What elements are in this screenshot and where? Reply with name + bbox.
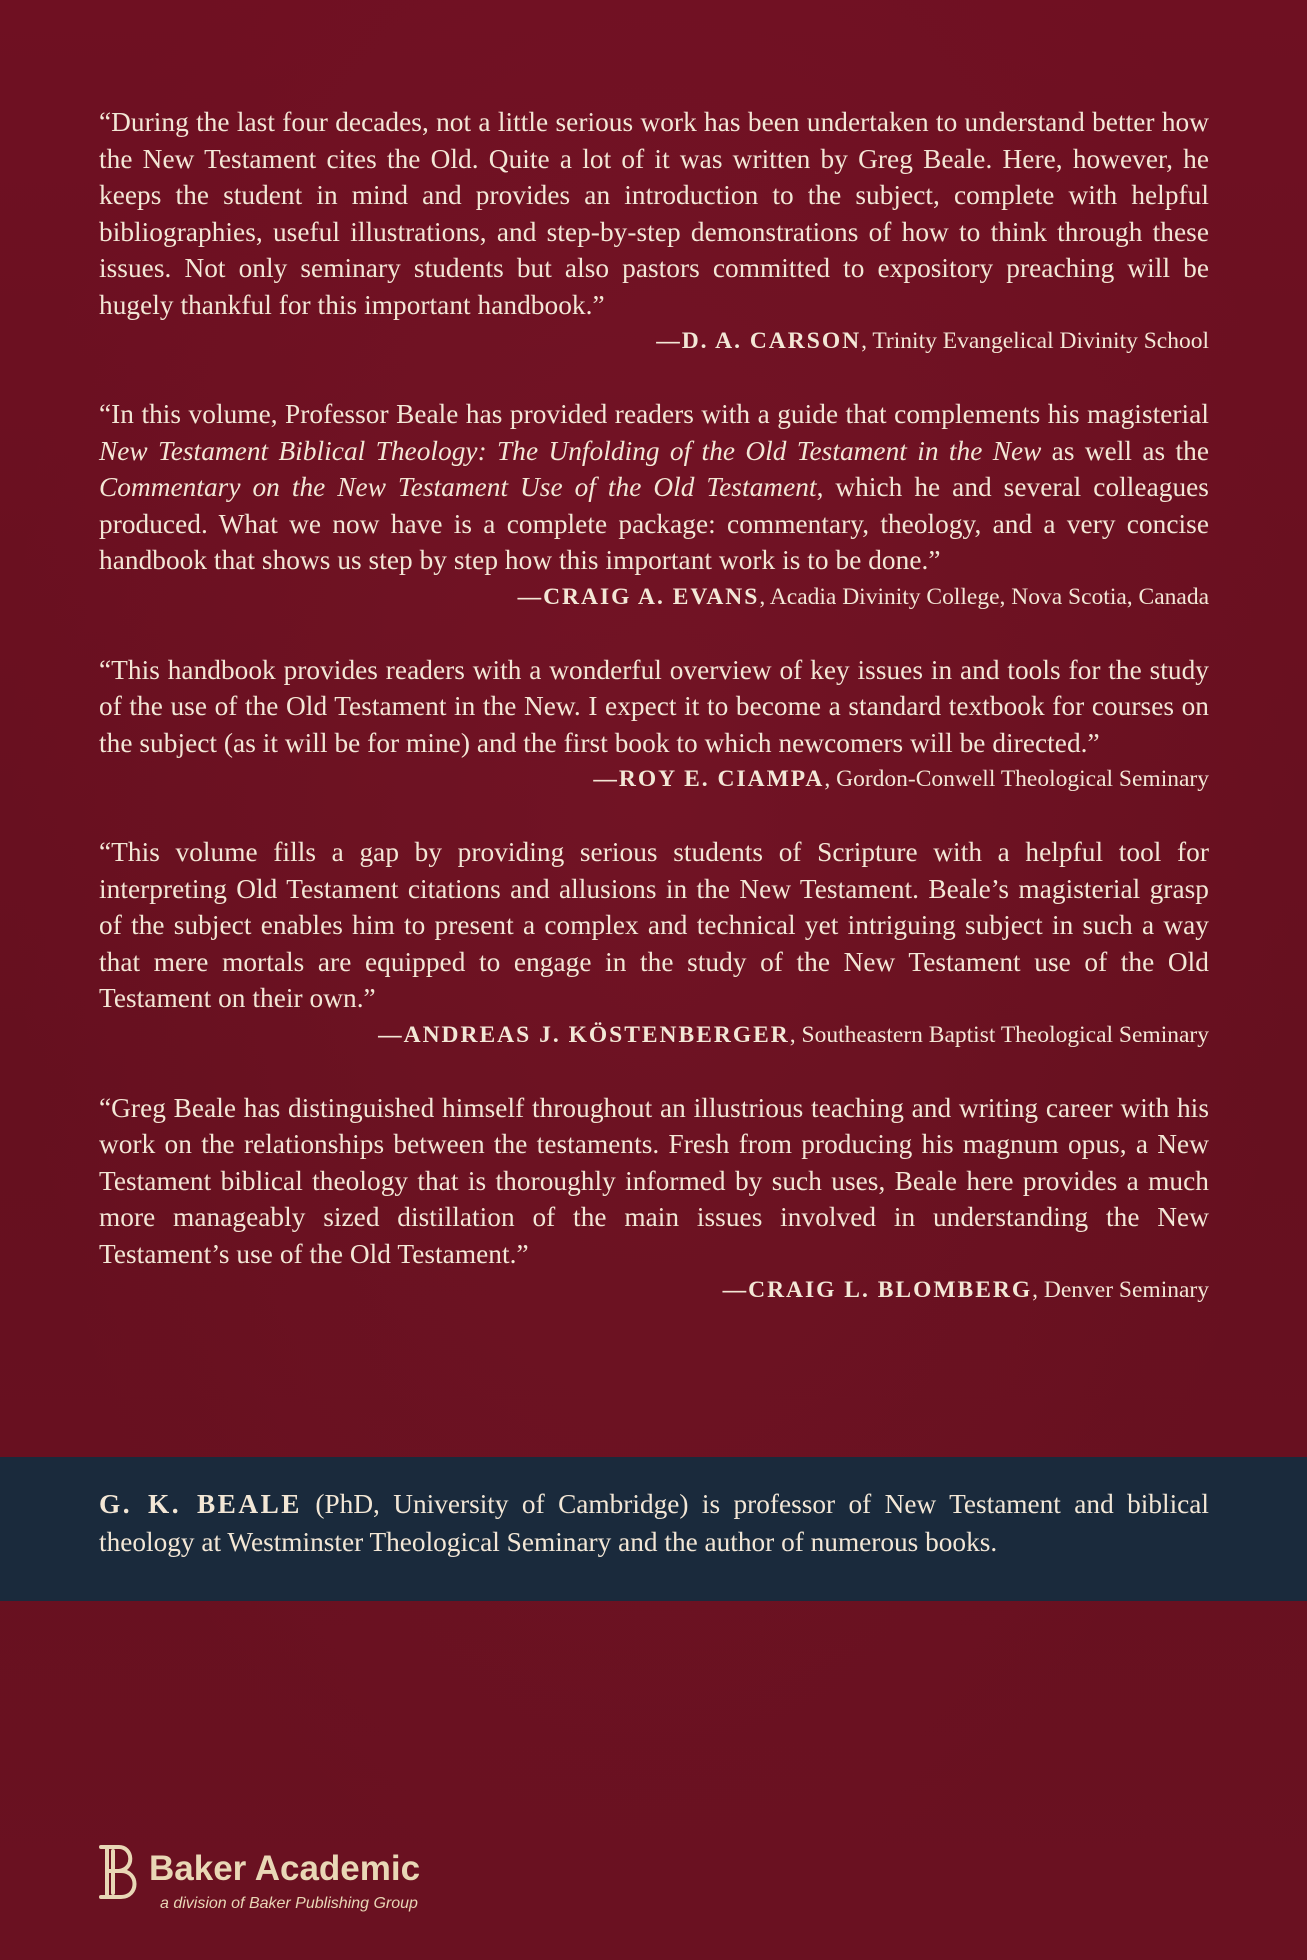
endorsement-attribution xyxy=(99,323,1209,359)
book-title: Commentary on the New Testament Use of the Old Testament xyxy=(99,472,817,502)
endorsement-attribution xyxy=(99,1272,1209,1308)
endorser-name: —ANDREAS J. KÖSTENBERGER xyxy=(378,1021,790,1048)
endorser-name: —CRAIG A. EVANS xyxy=(517,583,760,610)
publisher-name: Baker Academic xyxy=(149,1849,421,1888)
book-title: New Testament Biblical Theology: The Unfolding of the Old Testament in the New xyxy=(99,435,1042,466)
publisher-logo xyxy=(99,1843,499,1923)
endorsement-quote: “During the last four decades, not a little serious work has been undertaken to understand better how the New Testament cites the Old. Quite a lot of it was written by Greg Beale. Here, however, he keeps the student in mind and provides an introduction to the subject, complete with helpful bibliographies, useful illustrations, and step-by-step demonstrations of how to think through these issues. Not only seminary students but also pastors committed to expository preaching will be hugely thankful for this important handbook.” xyxy=(99,107,1209,320)
endorsement-quote: “Greg Beale has distinguished himself throughout an illustrious teaching and writing career with his work on the relationships between the testaments. Fresh from producing his magnum opus, a New Testament biblical theology that is thoroughly informed by such uses, Beale here provides a much more manageably sized distillation of the main issues involved in understanding the New Testament’s use of the Old Testament.” xyxy=(99,1092,1209,1269)
endorsements xyxy=(99,104,1209,1345)
endorser-name: —CRAIG L. BLOMBERG xyxy=(722,1277,1033,1303)
quote-text: “In this volume, Professor Beale has provided readers with a guide that complements his magisterial xyxy=(99,399,1209,429)
author-name: G. K. BEALE xyxy=(99,1489,302,1519)
author-bio xyxy=(99,1485,1209,1561)
author-bio-band xyxy=(0,1457,1307,1601)
endorsement-quote xyxy=(99,396,1209,579)
endorser-name: —ROY E. CIAMPA xyxy=(593,766,825,792)
quote-text: , which he and several colleagues produced. What we now have is a complete package: commentary, theology, and a very concise handbook that shows us step by step how this important work is to be done.” xyxy=(99,472,1209,575)
endorsement-quote: “This volume fills a gap by providing serious students of Scripture with a helpful tool for interpreting Old Testament citations and allusions in the New Testament. Beale’s magisterial grasp of the subject enables him to present a complex and technical yet intriguing subject in such a way that mere mortals are equipped to engage in the study of the New Testament use of the Old Testament on their own.” xyxy=(99,837,1209,1013)
endorser-affiliation: , Acadia Divinity College, Nova Scotia, Canada xyxy=(759,583,1209,610)
publisher-tagline: a division of Baker Publishing Group xyxy=(160,1895,418,1912)
endorsement-attribution xyxy=(99,579,1209,615)
endorsement-attribution xyxy=(99,761,1209,797)
author-bio-text: (PhD, University of Cambridge) is professor of New Testament and biblical theology at Westminster Theological Seminary and the author of numerous books. xyxy=(99,1489,1209,1557)
endorser-affiliation: , Trinity Evangelical Divinity School xyxy=(861,328,1209,354)
endorser-affiliation: , Southeastern Baptist Theological Seminary xyxy=(789,1021,1209,1048)
endorsement-evans xyxy=(99,396,1209,615)
endorser-name: —D. A. CARSON xyxy=(656,328,862,354)
endorsement-quote: “This handbook provides readers with a wonderful overview of key issues in and tools for the study of the use of the Old Testament in the New. I expect it to become a standard textbook for courses on the subject (as it will be for mine) and the first book to which newcomers will be directed.” xyxy=(99,654,1209,758)
endorser-affiliation: , Denver Seminary xyxy=(1032,1277,1209,1303)
baker-b-monogram-icon xyxy=(99,1843,147,1901)
endorsement-blomberg xyxy=(99,1090,1209,1309)
endorsement-ciampa xyxy=(99,652,1209,798)
endorser-affiliation: , Gordon-Conwell Theological Seminary xyxy=(824,766,1209,792)
endorsement-attribution xyxy=(99,1017,1209,1053)
endorsement-carson xyxy=(99,104,1209,359)
endorsement-kostenberger xyxy=(99,834,1209,1053)
quote-text: as well as the xyxy=(1041,435,1209,466)
